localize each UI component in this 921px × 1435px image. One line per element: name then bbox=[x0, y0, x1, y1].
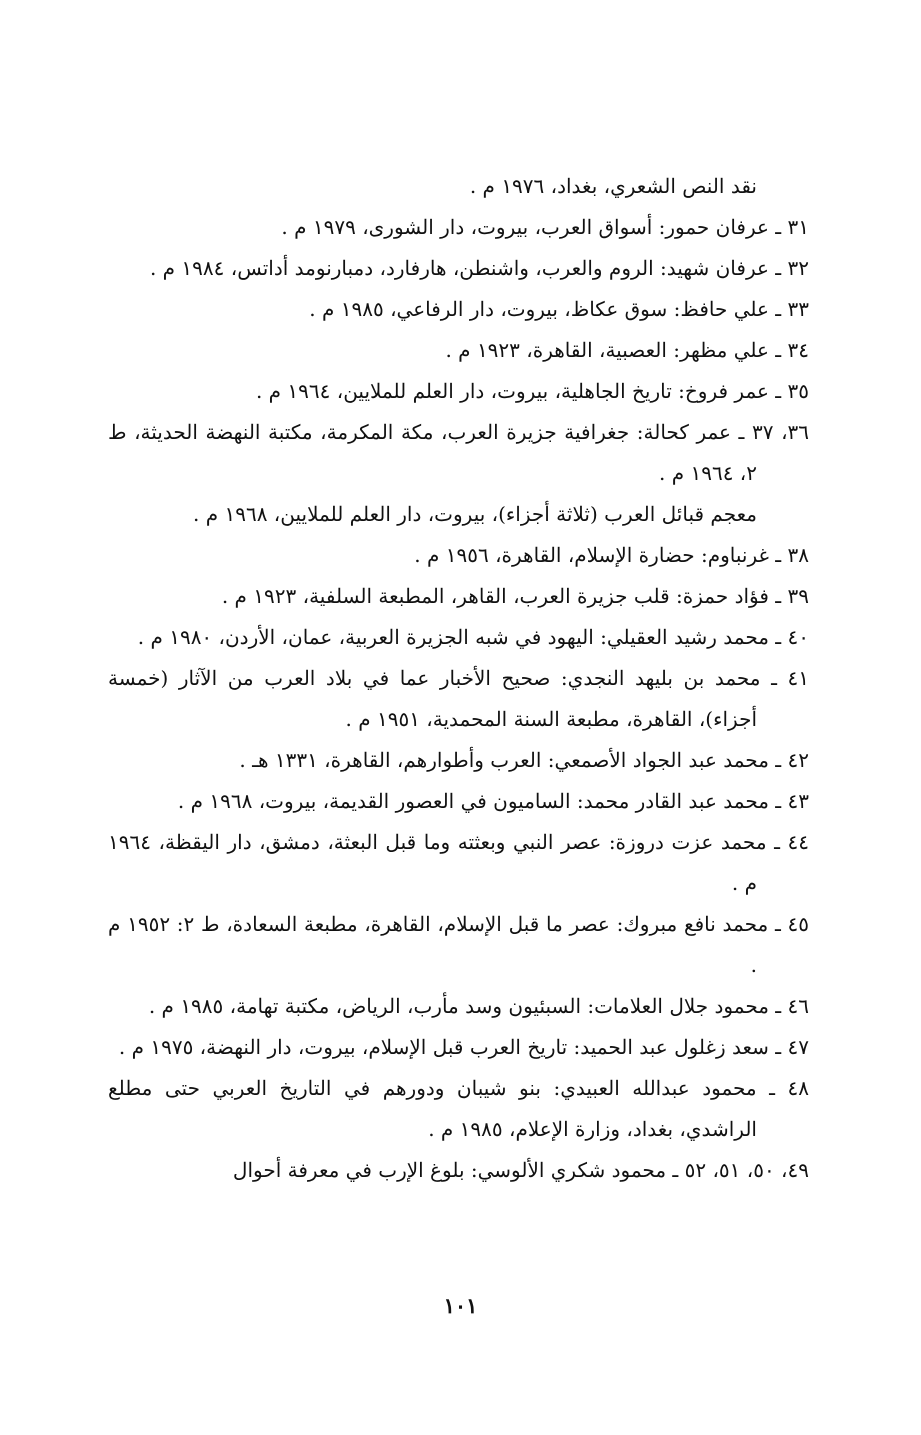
bibliography-entry: ٤٢ ـ محمد عبد الجواد الأصمعي: العرب وأطوارهم، القاهرة، ١٣٣١ هـ . bbox=[239, 748, 809, 772]
bibliography-entry: ٤٩، ٥٠، ٥١، ٥٢ ـ محمود شكري الألوسي: بلوغ الإرب في معرفة أحوال bbox=[232, 1158, 809, 1182]
bibliography-entry: ٤١ ـ محمد بن بليهد النجدي: صحيح الأخبار عما في بلاد العرب من الآثار (خمسة أجزاء)، القاهرة، مطبعة السنة المحمدية، ١٩٥١ م . bbox=[108, 666, 809, 731]
bibliography-entry: ٤٠ ـ محمد رشيد العقيلي: اليهود في شبه الجزيرة العربية، عمان، الأردن، ١٩٨٠ م . bbox=[137, 625, 809, 649]
bibliography-entry: معجم قبائل العرب (ثلاثة أجزاء)، بيروت، دار العلم للملايين، ١٩٦٨ م . bbox=[193, 502, 757, 526]
bibliography-entry: ٤٤ ـ محمد عزت دروزة: عصر النبي وبعثته وما قبل البعثة، دمشق، دار اليقظة، ١٩٦٤ م . bbox=[108, 830, 809, 895]
bibliography-entry: ٣٥ ـ عمر فروخ: تاريخ الجاهلية، بيروت، دار العلم للملايين، ١٩٦٤ م . bbox=[255, 379, 809, 403]
bibliography-entry: ٤٣ ـ محمد عبد القادر محمد: الساميون في العصور القديمة، بيروت، ١٩٦٨ م . bbox=[177, 789, 809, 813]
bibliography-entry: ٤٥ ـ محمد نافع مبروك: عصر ما قبل الإسلام، القاهرة، مطبعة السعادة، ط ٢: ١٩٥٢ م . bbox=[108, 912, 809, 977]
bibliography-entry: ٣٢ ـ عرفان شهيد: الروم والعرب، واشنطن، هارفارد، دمبارنومد أداتس، ١٩٨٤ م . bbox=[149, 256, 809, 280]
page-number: ١٠١ bbox=[443, 1293, 478, 1318]
bibliography-entry: ٤٨ ـ محمود عبدالله العبيدي: بنو شيبان ودورهم في التاريخ العربي حتى مطلع الراشدي، بغداد، وزارة الإعلام، ١٩٨٥ م . bbox=[108, 1076, 809, 1141]
bibliography-entry: ٤٧ ـ سعد زغلول عبد الحميد: تاريخ العرب قبل الإسلام، بيروت، دار النهضة، ١٩٧٥ م . bbox=[118, 1035, 809, 1059]
bibliography-entry: ٣٣ ـ علي حافظ: سوق عكاظ، بيروت، دار الرفاعي، ١٩٨٥ م . bbox=[309, 297, 809, 321]
bibliography-entry: ٣١ ـ عرفان حمور: أسواق العرب، بيروت، دار الشورى، ١٩٧٩ م . bbox=[281, 215, 809, 239]
bibliography-entry: ٣٦، ٣٧ ـ عمر كحالة: جغرافية جزيرة العرب، مكة المكرمة، مكتبة النهضة الحديثة، ط ٢، ١٩٦٤ م . bbox=[108, 420, 810, 485]
bibliography-entry: ٣٩ ـ فؤاد حمزة: قلب جزيرة العرب، القاهر، المطبعة السلفية، ١٩٢٣ م . bbox=[221, 584, 809, 608]
bibliography-entry: ٣٨ ـ غرنباوم: حضارة الإسلام، القاهرة، ١٩٥٦ م . bbox=[414, 543, 809, 567]
bibliography-entry: نقد النص الشعري، بغداد، ١٩٧٦ م . bbox=[469, 174, 757, 198]
bibliography-entry: ٤٦ ـ محمود جلال العلامات: السبئيون وسد مأرب، الرياض، مكتبة تهامة، ١٩٨٥ م . bbox=[148, 994, 809, 1018]
bibliography-entry: ٣٤ ـ علي مظهر: العصبية، القاهرة، ١٩٢٣ م . bbox=[445, 338, 809, 362]
bibliography-list bbox=[108, 166, 809, 1191]
